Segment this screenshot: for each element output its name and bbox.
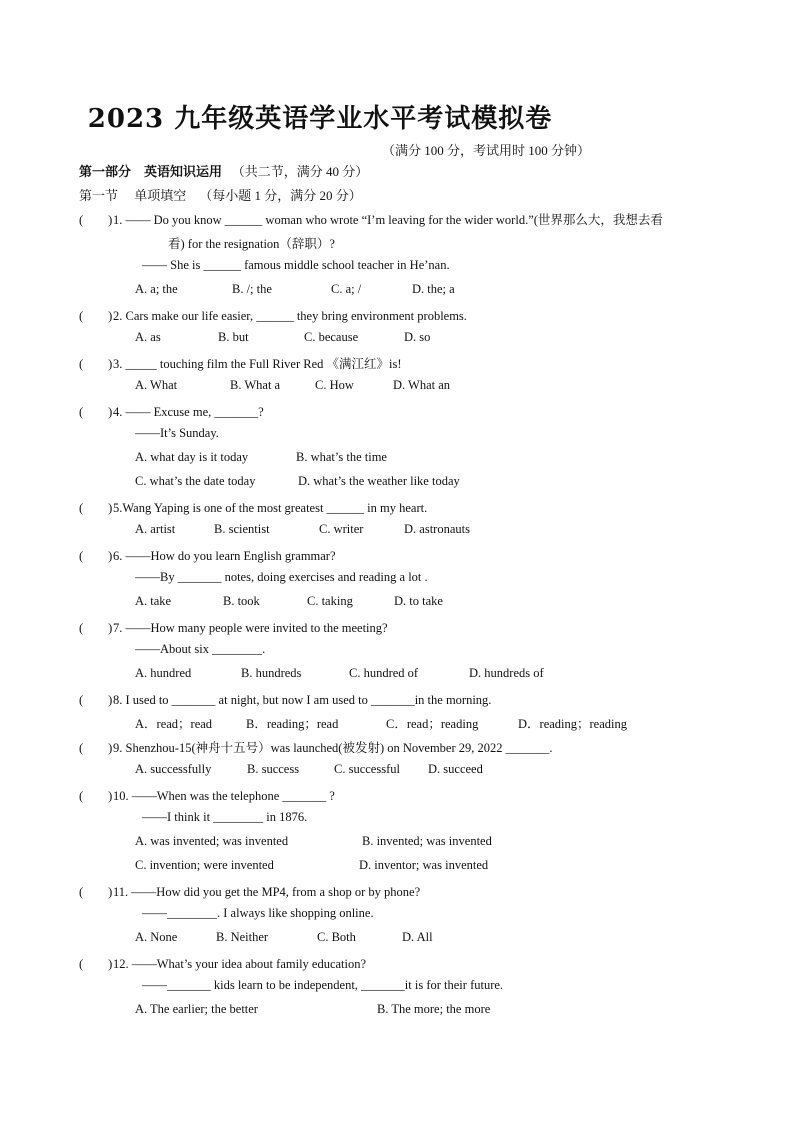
question-stem-cont: ——________. I always like shopping online. — [142, 906, 374, 920]
question-5 — [79, 498, 427, 516]
option-c: C. successful — [334, 762, 400, 776]
answer-blank[interactable]: ( ) — [79, 957, 113, 971]
option-a: A. hundred — [135, 666, 192, 680]
option-d: D. All — [402, 930, 433, 944]
question-stem-cont: ——By _______ notes, doing exercises and reading a lot . — [135, 570, 428, 584]
option-b: B. The more; the more — [377, 1002, 491, 1016]
option-d: D. hundreds of — [469, 666, 544, 680]
option-d: D．reading；reading — [518, 717, 627, 731]
option-b: B. success — [247, 762, 300, 776]
exam-title: 2023 九年级英语学业水平考试模拟卷 — [87, 104, 553, 134]
answer-blank[interactable]: ( ) — [79, 213, 113, 227]
question-7 — [79, 618, 388, 636]
question-1 — [79, 210, 663, 228]
option-b: B．reading；read — [246, 717, 339, 731]
option-a: A. was invented; was invented — [135, 834, 289, 848]
question-6 — [79, 546, 336, 564]
answer-blank[interactable]: ( ) — [79, 357, 113, 371]
option-a: A. The earlier; the better — [135, 1002, 258, 1016]
question-stem: 12. ——What’s your idea about family education? — [113, 957, 367, 971]
question-2 — [79, 306, 467, 324]
option-c: C. taking — [307, 594, 353, 608]
option-a: A. take — [135, 594, 172, 608]
option-b: B. hundreds — [241, 666, 302, 680]
option-c: C．read；reading — [386, 717, 479, 731]
option-a: A. What — [135, 378, 178, 392]
question-stem-cont: 看) for the resignation（辞职）? — [168, 237, 335, 251]
part-heading — [79, 161, 368, 180]
option-c: C. because — [304, 330, 359, 344]
option-a: A. artist — [135, 522, 176, 536]
question-stem: 2. Cars make our life easier, ______ they bring environment problems. — [113, 309, 467, 323]
part-label: 第一部分 — [79, 165, 132, 180]
option-d: D. to take — [394, 594, 443, 608]
option-a: A. None — [135, 930, 178, 944]
option-c: C. invention; were invented — [135, 858, 274, 872]
option-b: B. what’s the time — [296, 450, 387, 464]
option-d: D. so — [404, 330, 431, 344]
answer-blank[interactable]: ( ) — [79, 549, 113, 563]
section-name: 单项填空 — [134, 188, 187, 203]
option-b: B. invented; was invented — [362, 834, 492, 848]
option-d: D. astronauts — [404, 522, 470, 536]
question-12 — [79, 954, 366, 972]
question-stem: 1. —— Do you know ______ woman who wrote “I’m leaving for the wider world.”(世界那么大，我想去看 — [113, 213, 663, 227]
question-stem: 8. I used to _______ at night, but now I am used to _______in the morning. — [113, 693, 492, 707]
question-10 — [79, 786, 335, 804]
option-b: B. but — [218, 330, 249, 344]
answer-blank[interactable]: ( ) — [79, 621, 113, 635]
question-stem: 9. Shenzhou-15(神舟十五号）was launched(被发射) on November 29, 2022 _______. — [113, 741, 553, 755]
question-3 — [79, 354, 402, 372]
option-c: C. hundred of — [349, 666, 419, 680]
question-stem: 4. —— Excuse me, _______? — [113, 405, 264, 419]
question-stem-cont: ——About six ________. — [135, 642, 266, 656]
option-c: C. what’s the date today — [135, 474, 256, 488]
option-c: C. How — [315, 378, 354, 392]
question-stem-cont: ——It’s Sunday. — [135, 426, 219, 440]
answer-blank[interactable]: ( ) — [79, 501, 113, 515]
section-heading — [79, 185, 362, 204]
question-stem: 11. ——How did you get the MP4, from a shop or by phone? — [113, 885, 421, 899]
option-b: B. took — [223, 594, 260, 608]
answer-blank[interactable]: ( ) — [79, 309, 113, 323]
option-c: C. Both — [317, 930, 356, 944]
option-d: D. succeed — [428, 762, 483, 776]
question-stem: 6. ——How do you learn English grammar? — [113, 549, 336, 563]
option-a: A. what day is it today — [135, 450, 249, 464]
option-a: A. a; the — [135, 282, 178, 296]
question-stem: 3. _____ touching film the Full River Red 《满江红》is! — [113, 357, 402, 371]
option-c: C. writer — [319, 522, 364, 536]
question-11 — [79, 882, 420, 900]
question-4 — [79, 402, 264, 420]
option-d: D. what’s the weather like today — [298, 474, 460, 488]
question-stem-cont: ——I think it ________ in 1876. — [142, 810, 308, 824]
option-a: A. successfully — [135, 762, 212, 776]
answer-blank[interactable]: ( ) — [79, 405, 113, 419]
option-b: B. scientist — [214, 522, 270, 536]
option-a: A. as — [135, 330, 161, 344]
question-stem-cont: ——_______ kids learn to be independent, _______it is for their future. — [142, 978, 504, 992]
question-stem: 7. ——How many people were invited to the meeting? — [113, 621, 388, 635]
option-c: C. a; / — [331, 282, 362, 296]
option-b: B. Neither — [216, 930, 269, 944]
option-d: D. inventor; was invented — [359, 858, 489, 872]
answer-blank[interactable]: ( ) — [79, 741, 113, 755]
question-8 — [79, 690, 491, 708]
answer-blank[interactable]: ( ) — [79, 789, 113, 803]
option-b: B. /; the — [232, 282, 272, 296]
question-stem: 5.Wang Yaping is one of the most greatest ______ in my heart. — [113, 501, 428, 515]
option-d: D. What an — [393, 378, 451, 392]
option-b: B. What a — [230, 378, 281, 392]
section-label: 第一节 — [79, 188, 119, 203]
exam-subtitle: （满分 100 分，考试用时 100 分钟） — [381, 143, 590, 158]
answer-blank[interactable]: ( ) — [79, 885, 113, 899]
answer-blank[interactable]: ( ) — [79, 693, 113, 707]
question-stem: 10. ——When was the telephone _______ ? — [113, 789, 335, 803]
part-note: （共二节，满分 40 分） — [231, 164, 369, 179]
question-9 — [79, 738, 553, 756]
option-a: A．read；read — [135, 717, 213, 731]
question-stem-cont: —— She is ______ famous middle school teacher in He’nan. — [142, 258, 450, 272]
part-name: 英语知识运用 — [144, 165, 223, 180]
option-d: D. the; a — [412, 282, 455, 296]
section-note: （每小题 1 分，满分 20 分） — [199, 188, 362, 203]
